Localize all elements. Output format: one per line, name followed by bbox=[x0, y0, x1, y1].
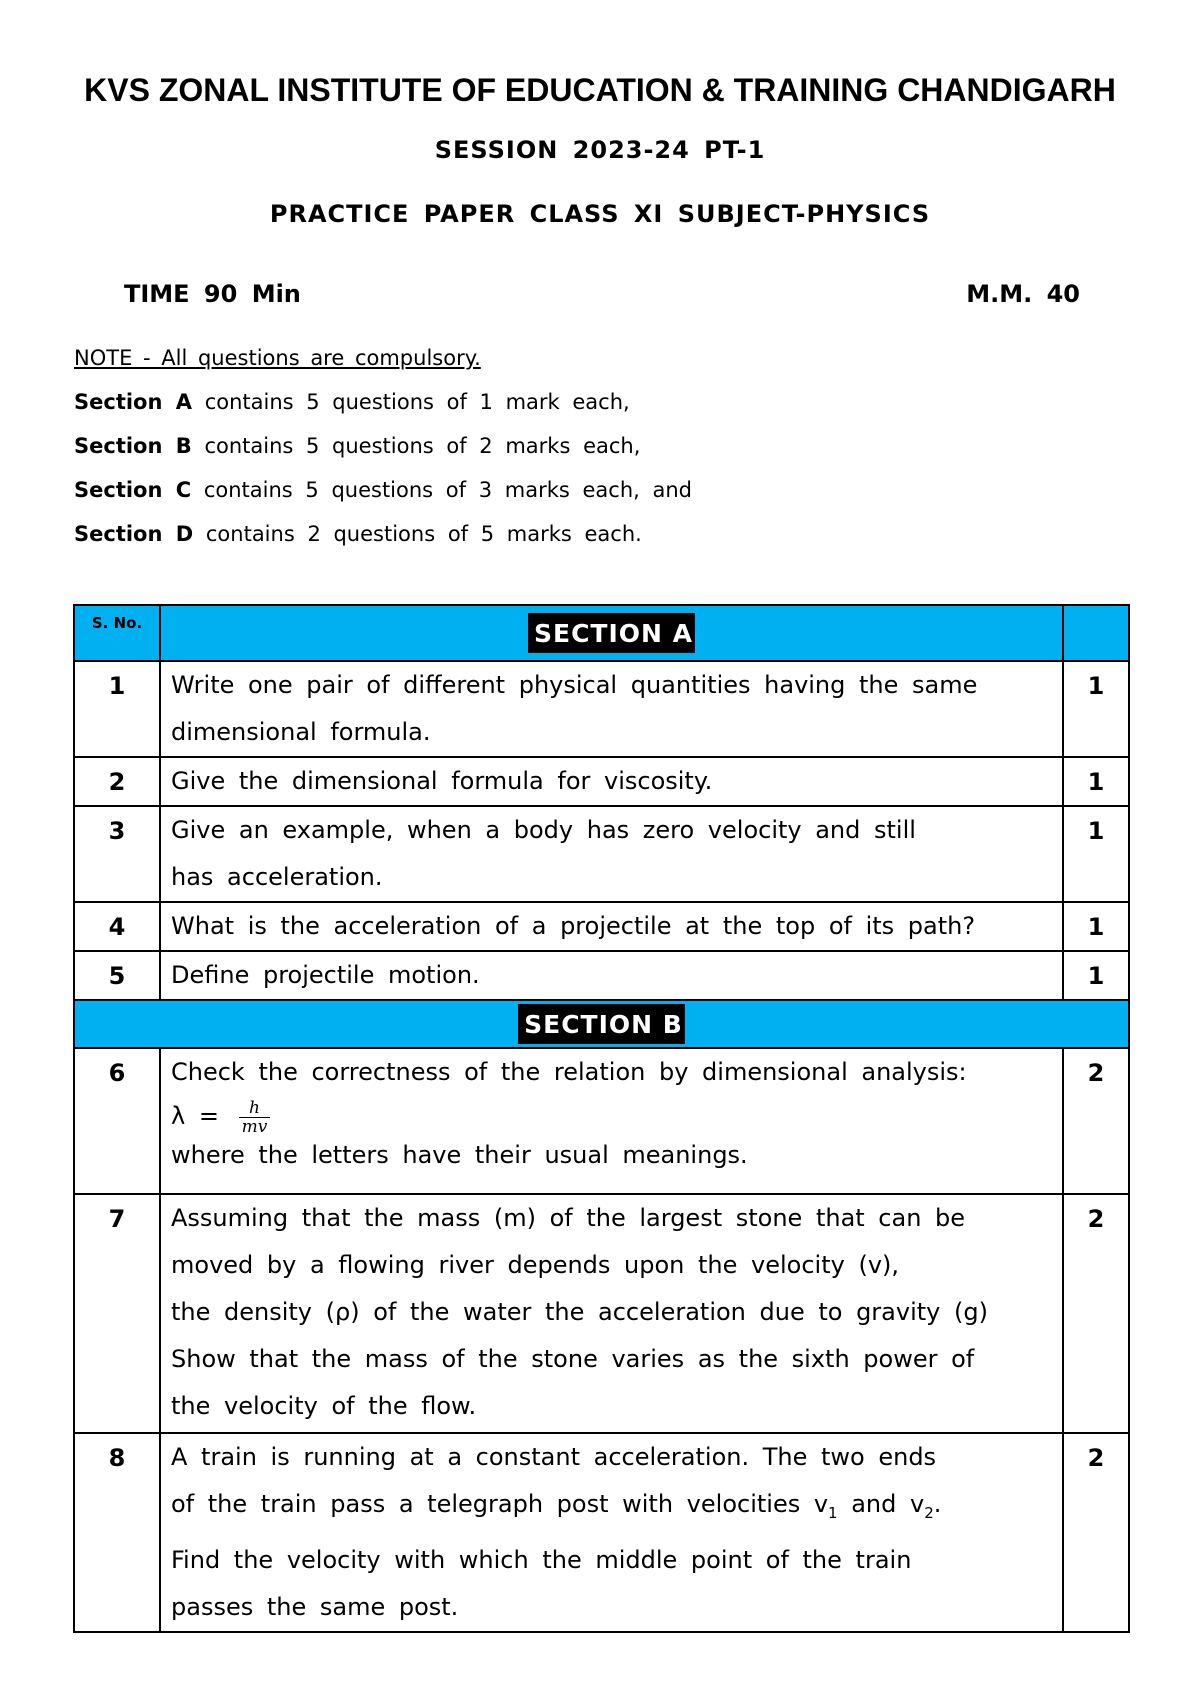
question-line: the velocity of the flow. bbox=[171, 1392, 477, 1420]
question-line: Give an example, when a body has zero velocity and still bbox=[171, 816, 916, 844]
question-line: dimensional formula. bbox=[171, 718, 431, 746]
question-line: Find the velocity with which the middle point of the train bbox=[171, 1545, 912, 1574]
table-row bbox=[74, 757, 1129, 806]
question-number: 6 bbox=[74, 1048, 160, 1194]
instruction-text: contains 5 questions of 2 marks each, bbox=[204, 434, 641, 458]
question-number: 2 bbox=[74, 757, 160, 806]
question-line: has acceleration. bbox=[171, 863, 383, 891]
question-marks: 2 bbox=[1063, 1194, 1129, 1433]
question-line: passes the same post. bbox=[171, 1592, 459, 1621]
subscript: 2 bbox=[924, 1503, 934, 1522]
question-marks: 2 bbox=[1063, 1433, 1129, 1632]
question-text bbox=[160, 902, 1063, 951]
question-line: Check the correctness of the relation by dimensional analysis: bbox=[171, 1058, 967, 1086]
question-text bbox=[160, 1194, 1063, 1433]
question-table bbox=[73, 604, 1130, 1633]
question-line: What is the acceleration of a projectile at the top of its path? bbox=[171, 912, 976, 940]
instruction-line bbox=[74, 478, 692, 502]
instruction-line bbox=[74, 390, 630, 414]
question-text bbox=[160, 951, 1063, 1000]
table-row bbox=[74, 661, 1129, 757]
question-line: moved by a flowing river depends upon the velocity (v), bbox=[171, 1251, 900, 1279]
question-line: Write one pair of different physical quantities having the same bbox=[171, 671, 978, 699]
table-row bbox=[74, 1433, 1129, 1632]
section-a-title: SECTION A bbox=[528, 613, 695, 653]
question-marks: 1 bbox=[1063, 951, 1129, 1000]
table-row bbox=[74, 951, 1129, 1000]
formula-fraction bbox=[239, 1099, 271, 1136]
question-marks: 1 bbox=[1063, 661, 1129, 757]
line-segment: . bbox=[933, 1490, 942, 1518]
table-row bbox=[74, 1194, 1129, 1433]
question-text bbox=[160, 806, 1063, 902]
fraction-denominator: mv bbox=[241, 1116, 268, 1137]
question-line: Give the dimensional formula for viscosity. bbox=[171, 767, 713, 795]
question-line: the density (ρ) of the water the acceleration due to gravity (g) bbox=[171, 1298, 988, 1326]
line-segment: and v bbox=[837, 1490, 925, 1518]
time-marks-row bbox=[124, 280, 1080, 314]
question-text bbox=[160, 757, 1063, 806]
question-number: 1 bbox=[74, 661, 160, 757]
formula-lhs: λ = bbox=[171, 1102, 219, 1130]
question-marks: 1 bbox=[1063, 757, 1129, 806]
instruction-label: Section A bbox=[74, 390, 192, 414]
instruction-text: contains 2 questions of 5 marks each. bbox=[205, 522, 642, 546]
question-number: 8 bbox=[74, 1433, 160, 1632]
instruction-line bbox=[74, 434, 640, 458]
question-marks: 1 bbox=[1063, 902, 1129, 951]
question-marks: 2 bbox=[1063, 1048, 1129, 1194]
question-number: 4 bbox=[74, 902, 160, 951]
question-number: 3 bbox=[74, 806, 160, 902]
paper-title: PRACTICE PAPER CLASS XI SUBJECT-PHYSICS bbox=[269, 200, 931, 228]
table-row bbox=[74, 902, 1129, 951]
section-b-header-row bbox=[74, 1000, 1129, 1048]
question-text bbox=[160, 1433, 1063, 1632]
marks-header-cell bbox=[1063, 605, 1129, 661]
table-row bbox=[74, 806, 1129, 902]
time-label: TIME 90 Min bbox=[124, 280, 301, 308]
subscript: 1 bbox=[828, 1503, 838, 1522]
question-line: Show that the mass of the stone varies as the sixth power of bbox=[171, 1345, 975, 1373]
instruction-label: Section D bbox=[74, 522, 194, 546]
section-a-header-row bbox=[74, 605, 1129, 661]
note-text: NOTE - All questions are compulsory. bbox=[74, 346, 481, 370]
institute-title: KVS ZONAL INSTITUTE OF EDUCATION & TRAINING CHANDIGARH bbox=[84, 72, 1116, 108]
instruction-text: contains 5 questions of 1 mark each, bbox=[204, 390, 630, 414]
instruction-text: contains 5 questions of 3 marks each, and bbox=[203, 478, 692, 502]
line-segment: of the train pass a telegraph post with velocities v bbox=[171, 1490, 829, 1518]
max-marks-label: M.M. 40 bbox=[966, 280, 1080, 308]
table-row bbox=[74, 1048, 1129, 1194]
question-marks: 1 bbox=[1063, 806, 1129, 902]
question-line: Assuming that the mass (m) of the largest stone that can be bbox=[171, 1204, 966, 1232]
question-line bbox=[171, 1481, 1052, 1537]
instruction-line bbox=[74, 522, 642, 546]
question-line: Define projectile motion. bbox=[171, 961, 480, 989]
sno-header: S. No. bbox=[74, 605, 160, 661]
section-b-title-cell bbox=[74, 1000, 1129, 1048]
question-line: where the letters have their usual meanings. bbox=[171, 1141, 748, 1169]
question-number: 7 bbox=[74, 1194, 160, 1433]
section-a-title-cell bbox=[160, 605, 1063, 661]
instruction-label: Section C bbox=[74, 478, 192, 502]
session-title: SESSION 2023-24 PT-1 bbox=[434, 136, 766, 164]
question-number: 5 bbox=[74, 951, 160, 1000]
instruction-label: Section B bbox=[74, 434, 192, 458]
fraction-numerator: h bbox=[239, 1099, 271, 1118]
question-line: A train is running at a constant acceleration. The two ends bbox=[171, 1443, 937, 1471]
section-b-title: SECTION B bbox=[518, 1004, 685, 1044]
formula bbox=[171, 1096, 1052, 1136]
question-text bbox=[160, 1048, 1063, 1194]
question-text bbox=[160, 661, 1063, 757]
